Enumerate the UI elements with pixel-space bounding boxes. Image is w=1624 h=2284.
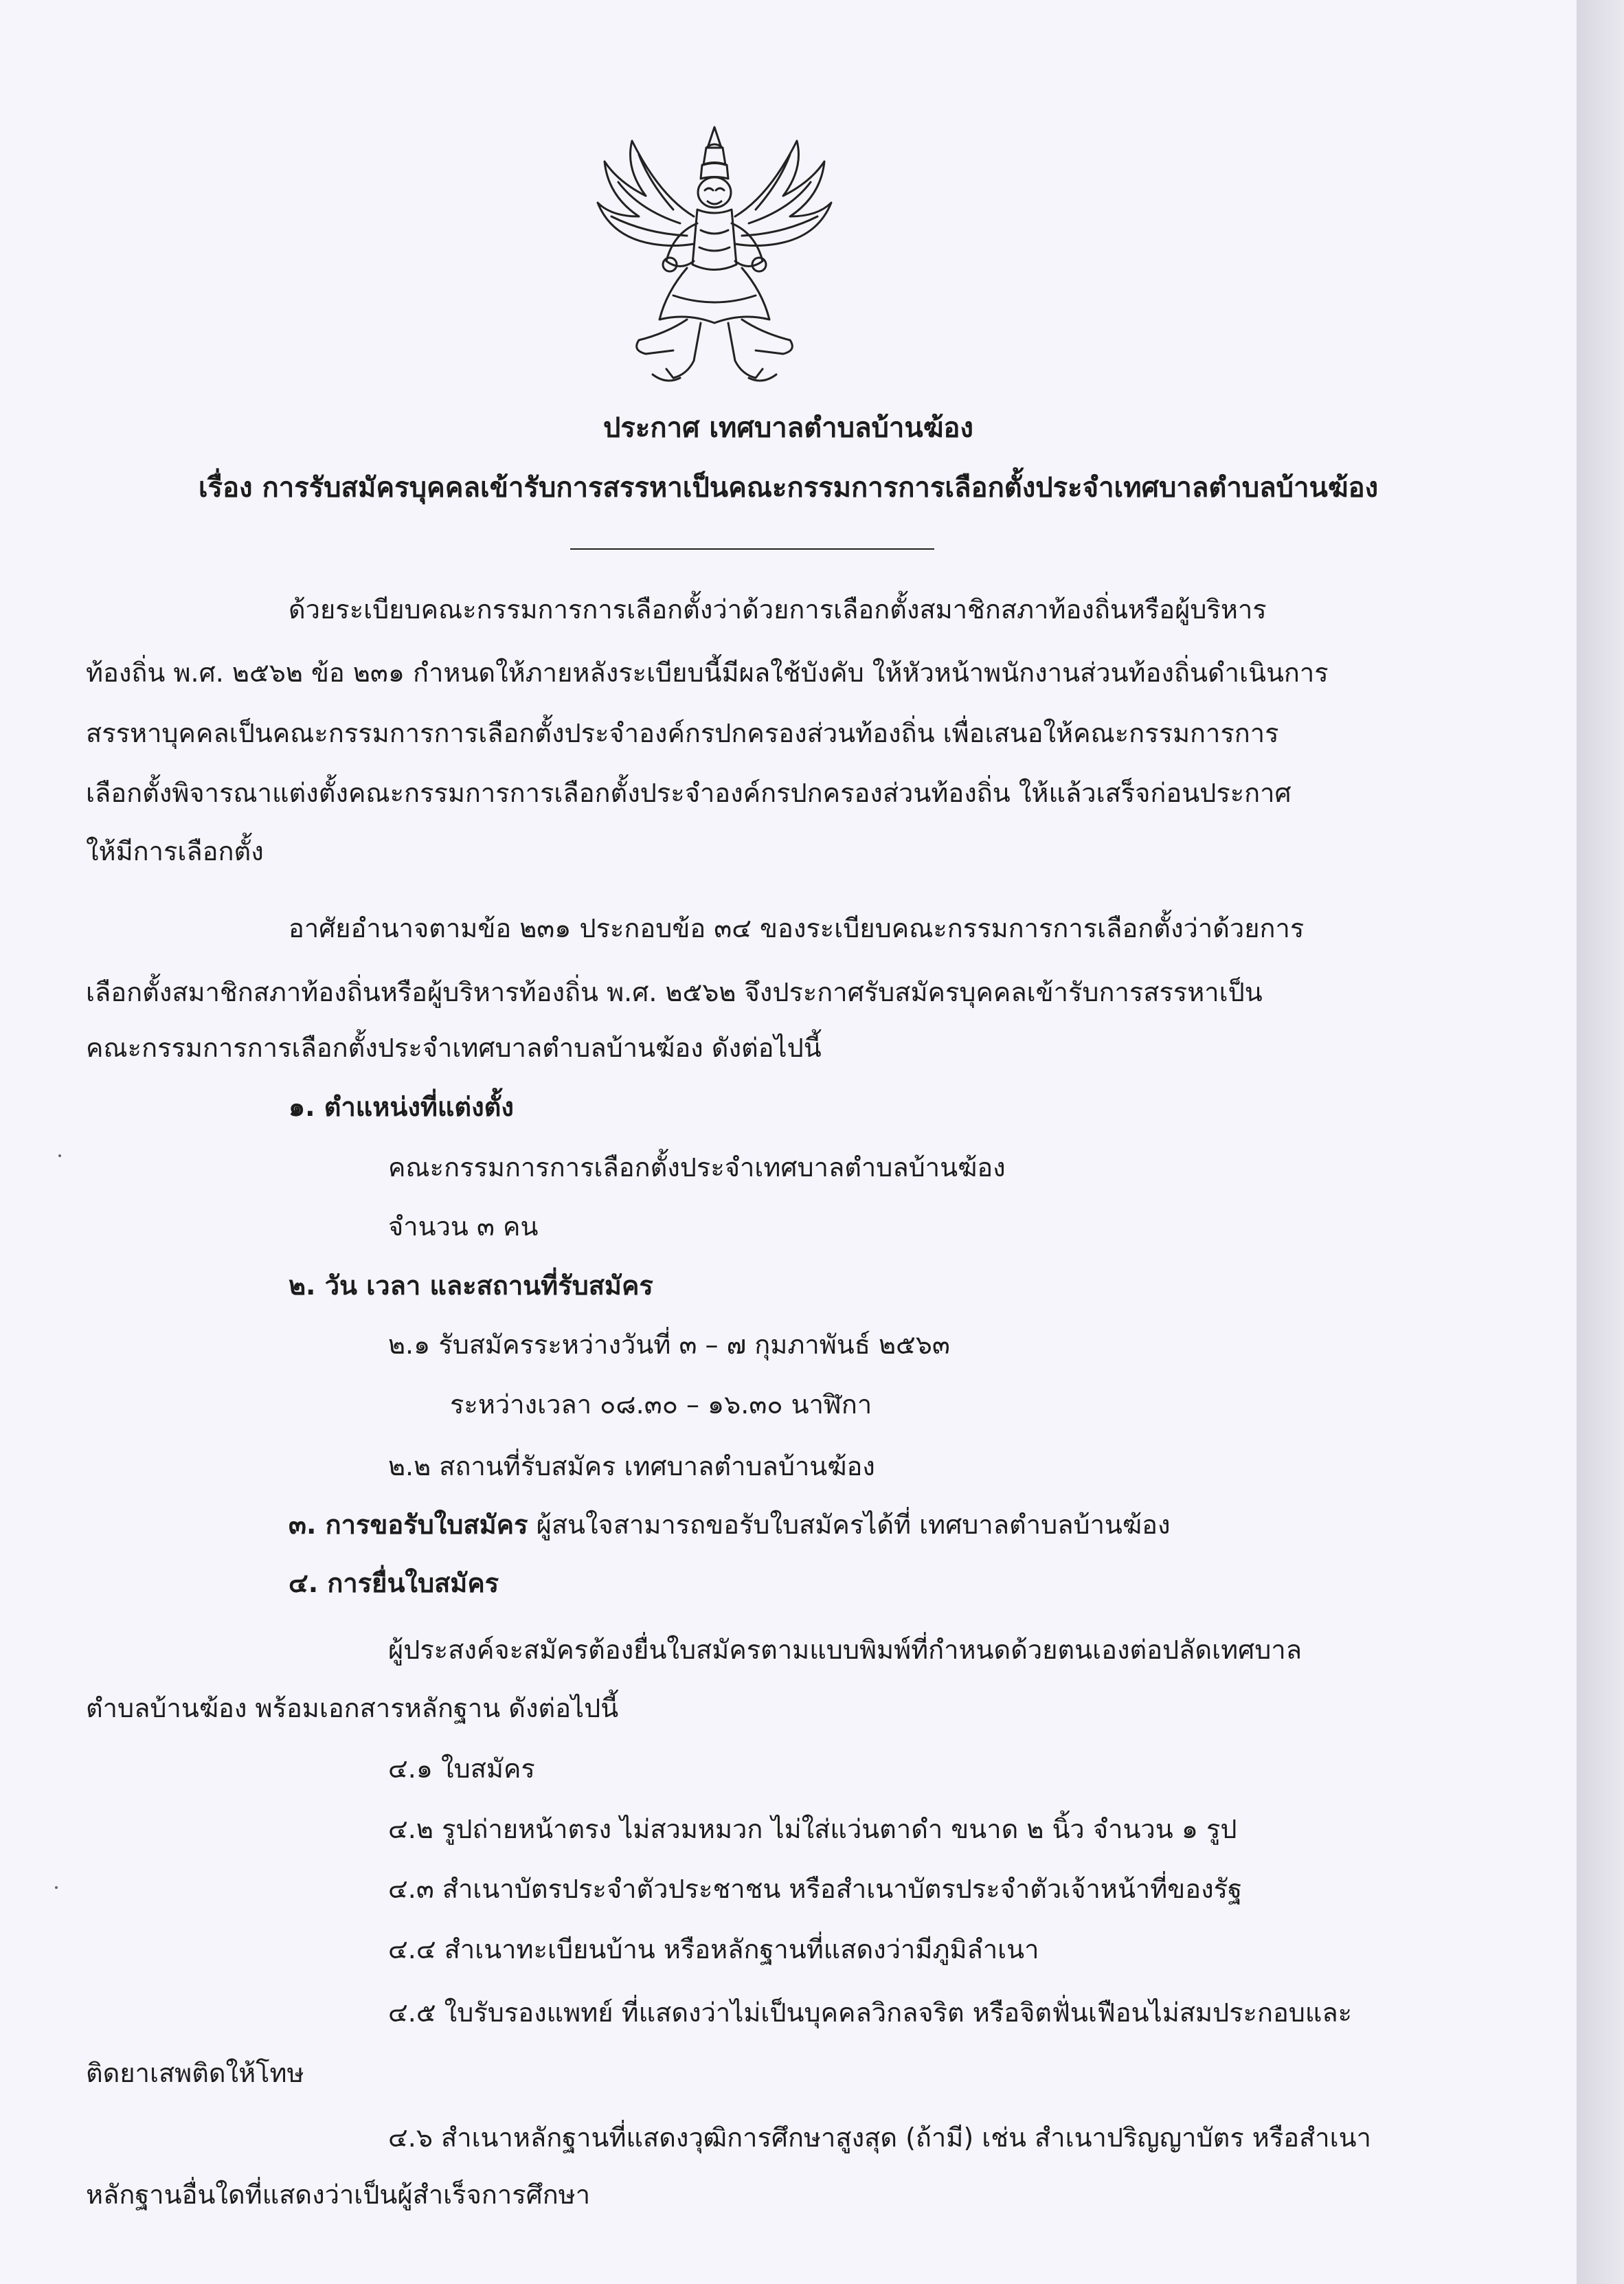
section-4-item: ๔.๔ สำเนาทะเบียนบ้าน หรือหลักฐานที่แสดงว่ามีภูมิลำเนา [388, 1934, 1039, 1964]
paragraph-1-line: ท้องถิ่น พ.ศ. ๒๕๖๒ ข้อ ๒๓๑ กำหนดให้ภายหลังระเบียบนี้มีผลใช้บังคับ ให้หัวหน้าพนักงานส่วนท้องถิ่นดำเนินการ [86, 658, 1329, 688]
scan-speck [58, 1154, 61, 1157]
scan-speck [55, 1886, 58, 1889]
garuda-emblem-icon [584, 113, 845, 388]
section-2-heading: ๒. วัน เวลา และสถานที่รับสมัคร [289, 1270, 653, 1301]
section-1-line: คณะกรรมการการเลือกตั้งประจำเทศบาลตำบลบ้านฆ้อง [388, 1152, 1006, 1183]
paragraph-1-line: เลือกตั้งพิจารณาแต่งตั้งคณะกรรมการการเลือกตั้งประจำองค์กรปกครองส่วนท้องถิ่น ให้แล้วเสร็จก่อนประกาศ [86, 778, 1292, 808]
section-4-item: ๔.๓ สำเนาบัตรประจำตัวประชาชน หรือสำเนาบัตรประจำตัวเจ้าหน้าที่ของรัฐ [388, 1874, 1243, 1904]
paragraph-2-line: เลือกตั้งสมาชิกสภาท้องถิ่นหรือผู้บริหารท้องถิ่น พ.ศ. ๒๕๖๒ จึงประกาศรับสมัครบุคคลเข้ารับการสรรหาเป็น [86, 977, 1263, 1007]
section-2-line: ๒.๒ สถานที่รับสมัคร เทศบาลตำบลบ้านฆ้อง [388, 1451, 875, 1481]
section-4-item: ๔.๑ ใบสมัคร [388, 1754, 535, 1784]
scanner-edge [1577, 0, 1624, 2284]
section-4-heading: ๔. การยื่นใบสมัคร [289, 1568, 499, 1598]
announcement-subject: เรื่อง การรับสมัครบุคคลเข้ารับการสรรหาเป็นคณะกรรมการการเลือกตั้งประจำเทศบาลตำบลบ้านฆ้อง [198, 472, 1379, 504]
section-3-heading: ๓. การขอรับใบสมัคร [289, 1510, 528, 1540]
section-1-heading: ๑. ตำแหน่งที่แต่งตั้ง [289, 1092, 514, 1122]
announcement-title: ประกาศ เทศบาลตำบลบ้านฆ้อง [603, 412, 973, 444]
paragraph-1-line: สรรหาบุคคลเป็นคณะกรรมการการเลือกตั้งประจำองค์กรปกครองส่วนท้องถิ่น เพื่อเสนอให้คณะกรรมการการ [86, 718, 1279, 748]
section-4-intro-line: ผู้ประสงค์จะสมัครต้องยื่นใบสมัครตามแบบพิมพ์ที่กำหนดด้วยตนเองต่อปลัดเทศบาล [388, 1635, 1302, 1665]
paragraph-2-line: คณะกรรมการการเลือกตั้งประจำเทศบาลตำบลบ้านฆ้อง ดังต่อไปนี้ [86, 1033, 822, 1063]
section-4-item-continued: หลักฐานอื่นใดที่แสดงว่าเป็นผู้สำเร็จการศึกษา [86, 2180, 591, 2210]
section-1-line: จำนวน ๓ คน [388, 1211, 539, 1242]
title-underline [570, 548, 934, 550]
section-4-item: ๔.๖ สำเนาหลักฐานที่แสดงวุฒิการศึกษาสูงสุด (ถ้ามี) เช่น สำเนาปริญญาบัตร หรือสำเนา [388, 2123, 1371, 2153]
section-3-line [289, 1512, 1171, 1538]
section-3-text: ผู้สนใจสามารถขอรับใบสมัครได้ที่ เทศบาลตำบลบ้านฆ้อง [528, 1510, 1171, 1540]
section-4-intro-line: ตำบลบ้านฆ้อง พร้อมเอกสารหลักฐาน ดังต่อไปนี้ [86, 1693, 619, 1723]
section-2-line: ๒.๑ รับสมัครระหว่างวันที่ ๓ – ๗ กุมภาพันธ์ ๒๕๖๓ [388, 1330, 950, 1360]
paragraph-1-line: ให้มีการเลือกตั้ง [86, 836, 264, 866]
paragraph-2-line: อาศัยอำนาจตามข้อ ๒๓๑ ประกอบข้อ ๓๔ ของระเบียบคณะกรรมการการเลือกตั้งว่าด้วยการ [289, 913, 1305, 943]
paragraph-1-line: ด้วยระเบียบคณะกรรมการการเลือกตั้งว่าด้วยการเลือกตั้งสมาชิกสภาท้องถิ่นหรือผู้บริหาร [289, 594, 1267, 625]
section-4-item-continued: ติดยาเสพติดให้โทษ [86, 2058, 304, 2088]
section-4-item: ๔.๕ ใบรับรองแพทย์ ที่แสดงว่าไม่เป็นบุคคลวิกลจริต หรือจิตฟั่นเฟือนไม่สมประกอบและ [388, 1997, 1353, 2028]
section-2-line: ระหว่างเวลา ๐๘.๓๐ – ๑๖.๓๐ นาฬิกา [450, 1389, 872, 1420]
section-4-item: ๔.๒ รูปถ่ายหน้าตรง ไม่สวมหมวก ไม่ใส่แว่นตาดำ ขนาด ๒ นิ้ว จำนวน ๑ รูป [388, 1814, 1237, 1844]
